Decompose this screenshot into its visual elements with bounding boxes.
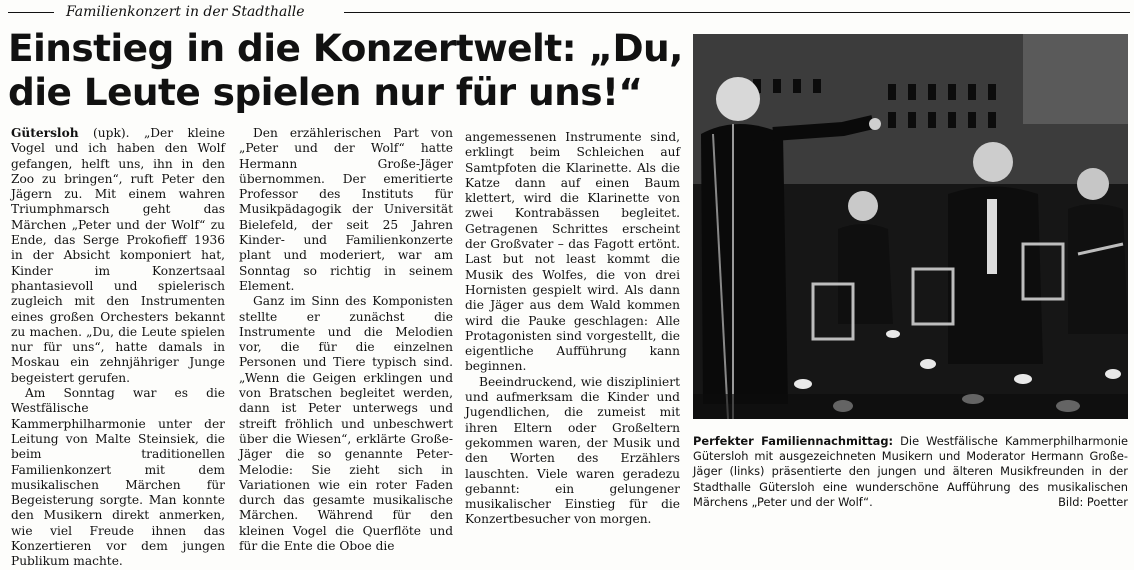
photo-credit: Bild: Poetter [1058, 494, 1128, 509]
paragraph: Am Sonntag war es die Westfälische Kammerphilharmonie unter der Leitung von Malte Steinsiek, die beim traditionellen Familienkonzert mit dem musikalischen Märchen für Begeisterung sorgte. Man konnte den Musikern direkt anmerken, wie viel Freude ihnen das Konzertieren vor dem jungen Publikum machte. [11, 386, 225, 569]
dateline: Gütersloh [11, 126, 79, 140]
kicker: Familienkonzert in der Stadthalle [66, 4, 305, 20]
concert-photo [693, 34, 1128, 419]
kicker-rule-left [8, 12, 54, 13]
paragraph: Beeindruckend, wie diszipliniert und aufmerksam die Kinder und Jugendlichen, die zumeist mit ihren Eltern oder Großeltern gekommen waren, der Musik und den Worten des Erzählers lauschten. Viele waren geradezu gebannt: ein gelungener musikalischer Einstieg für die Konzertbesucher von morgen. [465, 374, 680, 527]
paragraph [11, 126, 225, 386]
headline-line-1: Einstieg in die Konzertwelt: „Du, [8, 26, 683, 70]
paragraph: angemessenen Instrumente sind, erklingt beim Schleichen auf Samtpfoten die Klarinette. Als die Katze dann auf einen Baum klettert, wird die Klarinette von zwei Kontrabässen begleitet. Getragenen Schrittes erscheint der Großvater – das Fagott ertönt. Last but not least kommt die Musik des Wolfes, die von drei Hornisten gespielt wird. Als dann die Jäger aus dem Wald kommen wird die Pauke geschlagen: Alle Protagonisten sind vorgestellt, die eigentliche Aufführung kann beginnen. [465, 130, 680, 374]
kicker-row [8, 2, 1130, 22]
article-column-1 [11, 126, 225, 570]
photo-caption [693, 434, 1128, 510]
article-column-3 [465, 130, 680, 528]
headline [8, 26, 684, 114]
paragraph: Den erzählerischen Part von „Peter und der Wolf“ hatte Hermann Große-Jäger übernommen. Der emeritierte Professor des Instituts für Musikpädagogik der Universität Bielefeld, der seit 25 Jahren Kinder- und Familienkonzerte plant und moderiert, war am Sonntag so richtig in seinem Element. [239, 126, 453, 293]
headline-line-2: die Leute spielen nur für uns!“ [8, 70, 643, 114]
caption-lead: Perfekter Familiennachmittag: [693, 434, 894, 448]
article-column-2 [239, 126, 453, 554]
paragraph: Ganz im Sinn des Komponisten stellte er zunächst die Instrumente und die Melodien vor, die für die einzelnen Personen und Tiere typisch sind. „Wenn die Geigen erklingen und von Bratschen begleitet werden, dann ist Peter unterwegs und streift fröhlich und unbeschwert über die Wiesen“, erklärte Große-Jäger die so genannte Peter-Melodie: Sie zieht sich in Variationen wie ein roter Faden durch das gesamte musikalische Märchen. Während für den kleinen Vogel die Querflöte und für die Ente die Oboe die [239, 294, 453, 554]
paragraph-text: (upk). „Der kleine Vogel und ich haben den Wolf gefangen, helft uns, ihn in den Zoo zu bringen“, ruft Peter den Jägern zu. Mit einem wahren Triumphmarsch geht das Märchen „Peter und der Wolf“ zu Ende, das Serge Prokofieff 1936 in der Absicht komponiert hat, Kinder im Konzertsaal phantasievoll und spielerisch zugleich mit den Instrumenten eines großen Orchesters bekannt zu machen. „Du, die Leute spielen nur für uns“, hatte damals in Moskau ein zehnjähriger Junge begeistert gerufen. [11, 126, 226, 385]
caption-text: Die Westfälische Kammerphilharmonie Gütersloh mit ausgezeichneten Musikern und Moderator Hermann Große-Jäger (links) präsentierte den jungen und älteren Musikfreunden in der Stadthalle Gütersloh eine wunderschöne Aufführung des musikalischen Märchens „Peter und der Wolf“. [693, 434, 1128, 509]
kicker-rule-right [344, 12, 1130, 13]
